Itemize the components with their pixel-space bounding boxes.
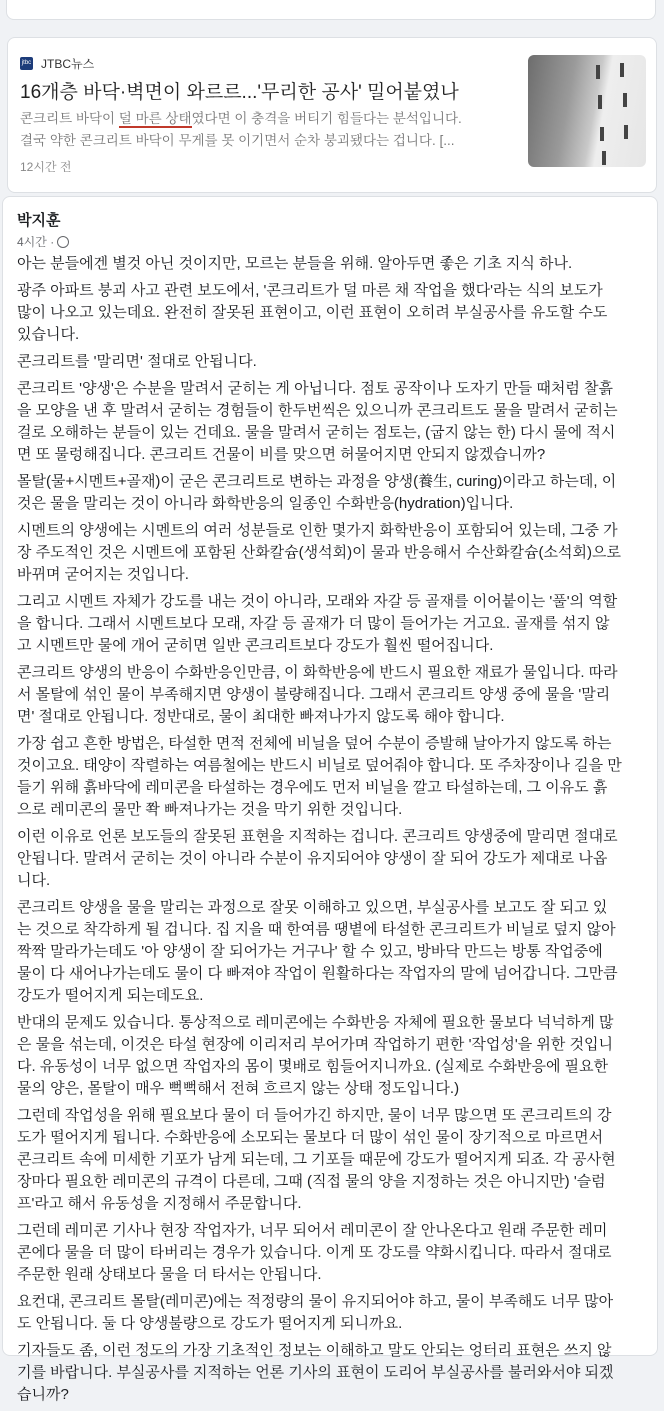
news-title[interactable]: 16개층 바닥·벽면이 와르르...'무리한 공사' 밀어붙였나 — [20, 82, 459, 103]
post-paragraph: 그런데 작업성을 위해 필요보다 물이 더 들어가긴 하지만, 물이 너무 많으면 또 콘크리트의 강 도가 떨어지게 됩니다. 수화반응에 소모되는 물보다 더 많이 섞인 물이 장기적으로 마르면서 콘크리트 속에 미세한 기포가 남게 되는데, 그 기포들 때문에 강도가 떨어지게 되죠. 각 공사현 장마다 필요한 레미콘의 규격이 다른데, 그때 (직접 물의 양을 지정하는 것은 아니지만) '슬럼 프'라고 해서 유동성을 지정해서 주문합니다. — [17, 1107, 616, 1212]
post-paragraph: 콘크리트 양생의 반응이 수화반응인만큼, 이 화학반응에 반드시 필요한 재료가 물입니다. 따라 서 몰탈에 섞인 물이 부족해지면 양생이 불량해집니다. 그래서 콘크리트 양생 중에 물을 '말리 면' 절대로 안됩니다. 정반대로, 물이 최대한 빠져나가지 않도록 해야 합니다. — [17, 664, 618, 725]
post-paragraph: 기자들도 좀, 이런 정도의 가장 기초적인 정보는 이해하고 말도 안되는 엉터리 표현은 쓰지 않 기를 바랍니다. 부실공사를 지적하는 언론 기사의 표현이 도리어 부실공사를 불러와서야 되겠 습니까? — [17, 1342, 614, 1403]
post-paragraph: 그런데 레미콘 기사나 현장 작업자가, 너무 되어서 레미콘이 잘 안나온다고 원래 주문한 레미 콘에다 물을 더 많이 타버리는 경우가 있습니다. 이게 또 강도를 약화시킵니다. 따라서 절대로 주문한 원래 상태보다 물을 더 타서는 안됩니다. — [17, 1222, 612, 1283]
globe-icon — [57, 236, 69, 248]
post-paragraph: 아는 분들에겐 별것 아닌 것이지만, 모르는 분들을 위해. 알아두면 좋은 기초 지식 하나. — [17, 255, 573, 272]
post-paragraph: 요컨대, 콘크리트 몰탈(레미콘)에는 적정량의 물이 유지되어야 하고, 물이 부족해도 너무 많아 도 안됩니다. 둘 다 양생불량으로 강도가 떨어지게 되니까요. — [17, 1293, 614, 1332]
news-source — [20, 55, 94, 72]
news-thumbnail[interactable] — [528, 55, 646, 167]
news-snippet — [20, 108, 520, 152]
post-paragraph: 가장 쉽고 흔한 방법은, 타설한 면적 전체에 비닐을 덮어 수분이 증발해 날아가지 않도록 하는 것이고요. 태양이 작렬하는 여름철에는 반드시 비닐로 덮어줘야 합니다. 또 주차장이나 길을 만 들기 위해 흙바닥에 레미콘을 타설하는 경우에도 먼저 비닐을 깔고 타설하는데, 그 이유도 흙 으로 레미콘의 물만 쫙 빠져나가는 것을 막기 위한 것입니다. — [17, 735, 622, 818]
snippet-text: 콘크리트 바닥이 — [20, 111, 119, 126]
post-paragraph: 콘크리트를 '말리면' 절대로 안됩니다. — [17, 353, 257, 370]
post-meta — [17, 233, 69, 250]
snippet-highlight: 덜 마른 상태 — [118, 111, 192, 126]
post-paragraph: 광주 아파트 붕괴 사고 관련 보도에서, '콘크리트가 덜 마른 채 작업을 했다'라는 식의 보도가 많이 나오고 있는데요. 완전히 잘못된 표현이고, 이런 표현이 오히려 부실공사를 유도할 수도 있습니다. — [17, 282, 608, 343]
news-time: 12시간 전 — [20, 160, 72, 174]
post-card — [2, 196, 658, 1403]
post-paragraph: 시멘트의 양생에는 시멘트의 여러 성분들로 인한 몇가지 화학반응이 포함되어 있는데, 그중 가 장 주도적인 것은 시멘트에 포함된 산화칼슘(생석회)이 물과 반응해서 수산화칼슘(소석회)으로 바뀌며 굳어지는 것입니다. — [17, 522, 621, 583]
post-body — [17, 253, 651, 1411]
post-paragraph: 그리고 시멘트 자체가 강도를 내는 것이 아니라, 모래와 자갈 등 골재를 이어붙이는 '풀'의 역할 을 합니다. 그래서 시멘트보다 모래, 자갈 등 골재가 더 많이 들어가는 거고요. 골재를 섞지 않 고 시멘트만 물에 개어 굳히면 일반 콘크리트보다 강도가 훨씬 떨어집니다. — [17, 593, 618, 654]
previous-post-card — [6, 0, 656, 20]
snippet-text-rest: 였다면 이 충격을 버티기 힘들다는 분석입니다. 결국 약한 콘크리트 바닥이 무게를 못 이기면서 순차 붕괴됐다는 겁니다. [... — [20, 111, 462, 148]
post-paragraph: 콘크리트 '양생'은 수분을 말려서 굳히는 게 아닙니다. 점토 공작이나 도자기 만들 때처럼 찰흙 을 모양을 낸 후 말려서 굳히는 경험들이 한두번씩은 있으니까 콘크리트도 물을 말려서 굳히는 걸로 오해하는 분들이 있는 건데요. 물을 말려서 굳히는 점토는, (굽지 않는 한) 다시 물에 적시 면 또 물렁해집니다. 콘크리트 건물이 비를 맞으면 허물어지면 안되지 않겠습니까? — [17, 380, 618, 463]
jtbc-logo-icon: jtbc — [20, 57, 33, 70]
post-paragraph: 몰탈(물+시멘트+골재)이 굳은 콘크리트로 변하는 과정을 양생(養生, curing)이라고 하는데, 이 것은 물을 말리는 것이 아니라 화학반응의 일종인 수화반응(hydration)입니다. — [17, 473, 617, 512]
post-paragraph: 이런 이유로 언론 보도들의 잘못된 표현을 지적하는 겁니다. 콘크리트 양생중에 말리면 절대로 안됩니다. 말려서 굳히는 것이 아니라 수분이 유지되어야 양생이 잘 되어 강도가 제대로 나옵 니다. — [17, 828, 618, 889]
post-time[interactable]: 4시간 · — [17, 235, 55, 249]
post-paragraph: 콘크리트 양생을 물을 말리는 과정으로 잘못 이해하고 있으면, 부실공사를 보고도 잘 되고 있 는 것으로 착각하게 될 겁니다. 집 지을 때 한여름 땡볕에 타설한 콘크리트가 비닐로 덮지 않아 짝짝 말라가는데도 '아 양생이 잘 되어가는 거구나' 할 수 있고, 방바닥 만드는 방통 작업중에 물이 다 새어나가는데도 물이 다 빠져야 작업이 원활하다는 작업자의 말에 넘어갑니다. 그만큼 강도가 떨어지게 되는데도요. — [17, 899, 618, 1004]
post-author[interactable]: 박지훈 — [17, 212, 61, 229]
news-link-card[interactable] — [7, 37, 657, 193]
post-paragraph: 반대의 문제도 있습니다. 통상적으로 레미콘에는 수화반응 자체에 필요한 물보다 넉넉하게 많 은 물을 섞는데, 이것은 타설 현장에 이리저리 부어가며 작업하기 편한 '작업성'을 위한 것입니 다. 유동성이 너무 없으면 작업자의 몸이 몇배로 힘들어지니까요. (실제로 수화반응에 필요한 물의 양은, 몰탈이 매우 뻑뻑해서 전혀 흐르지 않는 상태 정도입니다.) — [17, 1014, 614, 1097]
news-source-name: JTBC뉴스 — [41, 57, 95, 71]
